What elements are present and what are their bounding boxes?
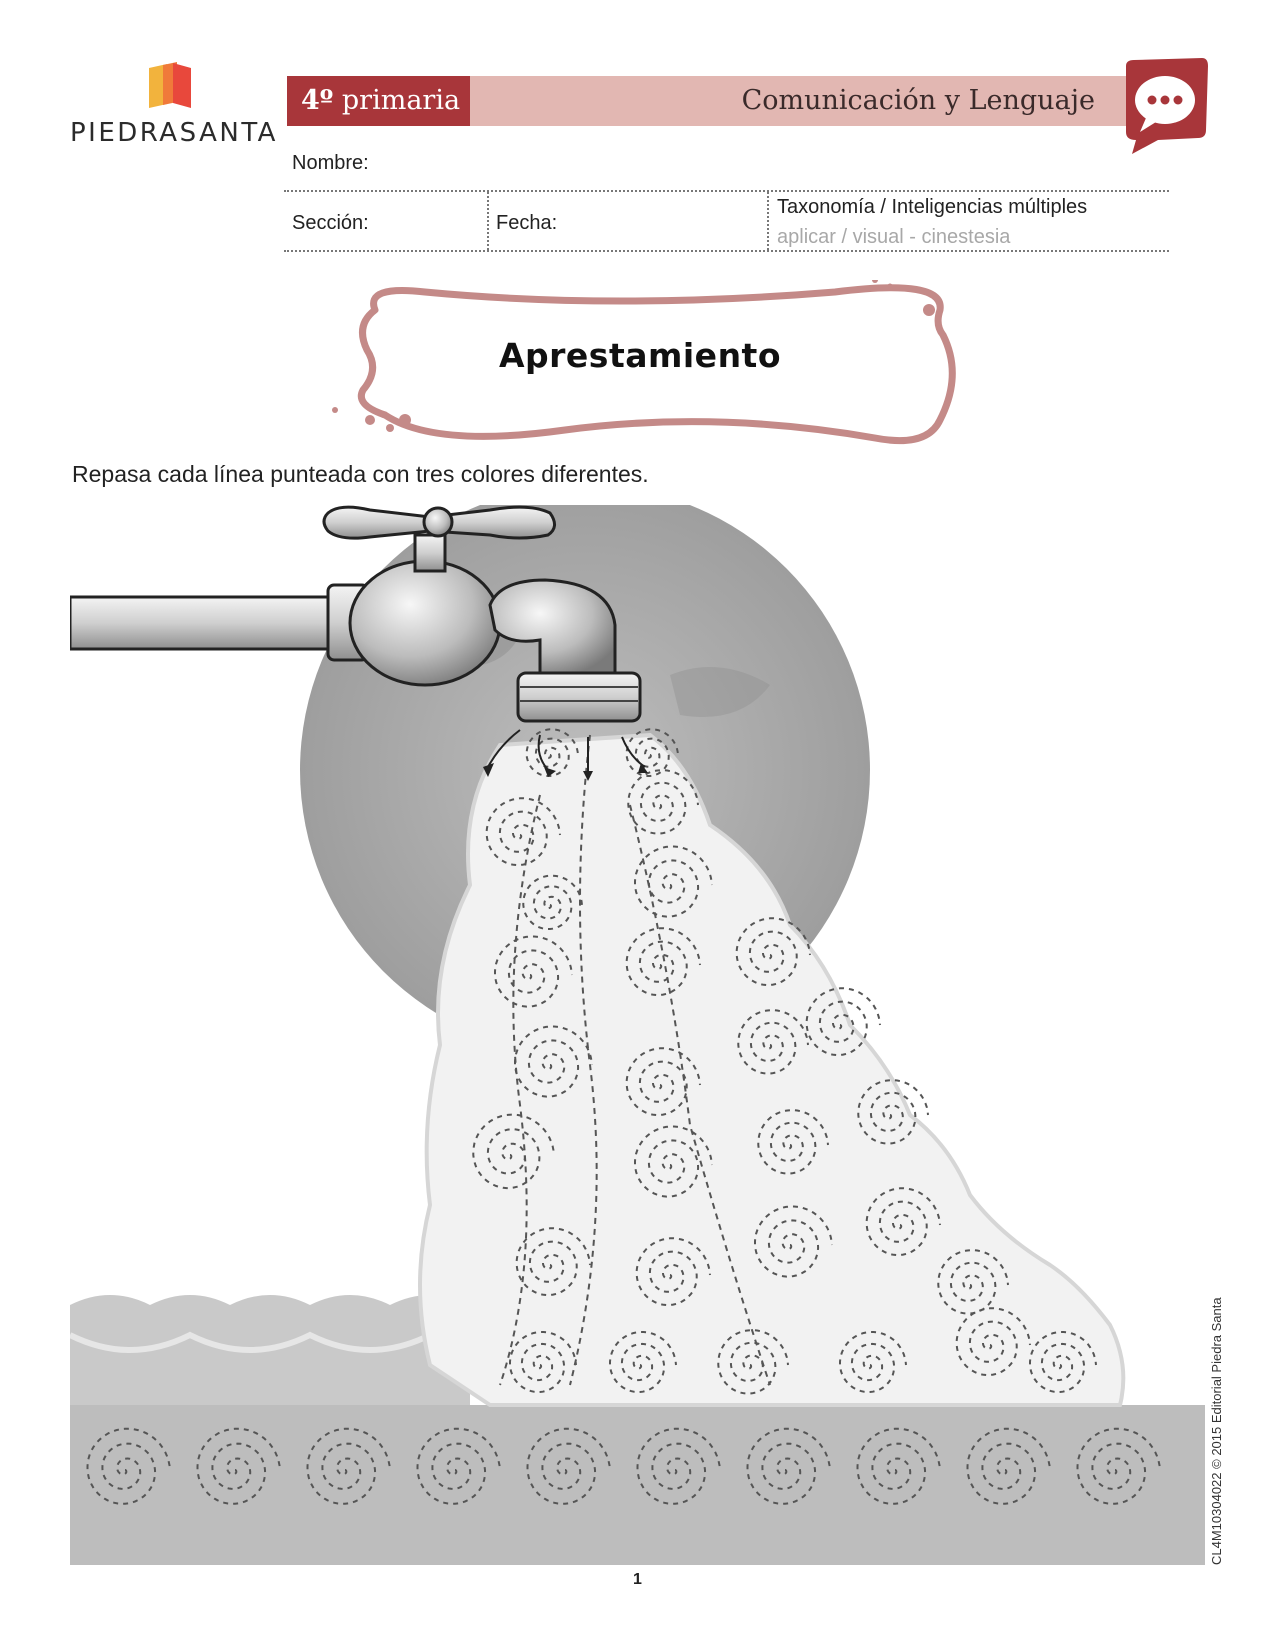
logo-text: PIEDRASANTA — [70, 118, 278, 148]
field-divider — [487, 192, 489, 250]
section-label: Sección: — [292, 212, 369, 234]
grade-badge — [287, 76, 470, 126]
chat-bubble-icon — [1118, 58, 1208, 154]
publisher-logo — [70, 62, 278, 152]
grade-number: 4º — [301, 85, 334, 116]
field-divider — [767, 192, 769, 250]
taxonomy-values: aplicar / visual - cinestesia — [777, 226, 1011, 248]
book-logo-icon — [145, 62, 195, 110]
activity-title: Aprestamiento — [498, 336, 782, 375]
faucet-pipe — [70, 597, 355, 649]
faucet-water-spirals-illustration — [70, 505, 1205, 1565]
page-number: 1 — [633, 1571, 642, 1588]
date-label: Fecha: — [496, 212, 558, 234]
faucet-body — [350, 561, 500, 685]
taxonomy-label: Taxonomía / Inteligencias múltiples — [777, 196, 1088, 218]
divider-line — [284, 190, 1169, 192]
subject-title: Comunicación y Lenguaje — [741, 85, 1095, 116]
faucet-spout — [518, 673, 640, 721]
instructions-text: Repasa cada línea punteada con tres colores diferentes. — [72, 461, 649, 487]
copyright-text: CL4M10304022 © 2015 Editorial Piedra Santa — [1209, 1297, 1224, 1565]
name-label: Nombre: — [292, 152, 369, 174]
divider-line — [284, 250, 1169, 252]
grade-label: primaria — [341, 85, 461, 116]
